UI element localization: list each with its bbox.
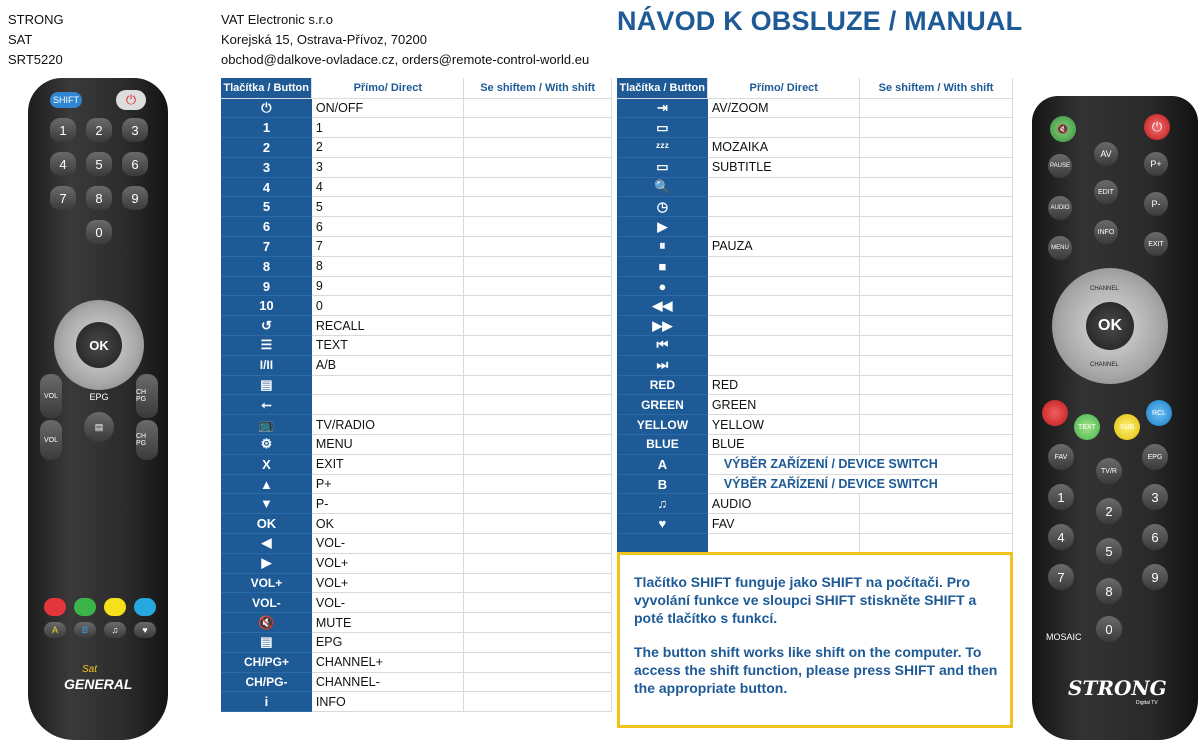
button-cell: 3 bbox=[221, 157, 312, 177]
number-key: 0 bbox=[86, 220, 112, 244]
direct-cell bbox=[312, 375, 464, 395]
table-row bbox=[617, 474, 1013, 494]
direct-cell: P+ bbox=[312, 474, 464, 494]
button-cell: ↺ bbox=[221, 316, 312, 336]
table-row bbox=[617, 256, 1013, 276]
table-row bbox=[221, 534, 612, 554]
p-minus-key: P- bbox=[1144, 192, 1168, 216]
shift-cell bbox=[464, 98, 612, 118]
direct-cell: TEXT bbox=[312, 336, 464, 356]
direct-cell: A/B bbox=[312, 355, 464, 375]
epg-label: EPG bbox=[89, 392, 109, 402]
shift-cell bbox=[464, 197, 612, 217]
table-row bbox=[221, 692, 612, 712]
button-cell: ᶻᶻᶻ bbox=[617, 138, 708, 158]
direct-cell: EXIT bbox=[312, 454, 464, 474]
button-cell: ⏻ bbox=[221, 98, 312, 118]
model-label: SRT5220 bbox=[8, 52, 63, 67]
direct-cell: AUDIO bbox=[708, 494, 860, 514]
shift-cell bbox=[464, 276, 612, 296]
button-cell: ⭠ bbox=[221, 395, 312, 415]
table-row bbox=[221, 177, 612, 197]
power-key-icon: ⏻ bbox=[1144, 114, 1170, 140]
table-row bbox=[221, 336, 612, 356]
power-key-icon: ⏻ bbox=[116, 90, 146, 110]
direct-cell bbox=[708, 355, 860, 375]
table-row bbox=[221, 157, 612, 177]
table-row bbox=[221, 474, 612, 494]
col-header-button: Tlačítka / Button bbox=[221, 78, 312, 98]
button-cell: ◀◀ bbox=[617, 296, 708, 316]
fav-key-icon: ♥ bbox=[134, 622, 156, 638]
button-cell: GREEN bbox=[617, 395, 708, 415]
shift-cell bbox=[464, 336, 612, 356]
tvr-key: TV/R bbox=[1096, 458, 1122, 484]
shift-cell bbox=[464, 355, 612, 375]
button-cell: ▤ bbox=[221, 375, 312, 395]
shift-cell bbox=[860, 138, 1013, 158]
shift-cell bbox=[464, 177, 612, 197]
direct-cell: MOZAIKA bbox=[708, 138, 860, 158]
shift-cell bbox=[860, 197, 1013, 217]
direct-cell: 2 bbox=[312, 138, 464, 158]
blue-key bbox=[134, 598, 156, 616]
table-row bbox=[617, 276, 1013, 296]
number-key: 6 bbox=[122, 152, 148, 176]
company-address: Korejská 15, Ostrava-Přívoz, 70200 bbox=[221, 32, 427, 47]
table-row bbox=[617, 514, 1013, 534]
button-table-right bbox=[617, 78, 1013, 554]
button-cell: 4 bbox=[221, 177, 312, 197]
button-cell: X bbox=[221, 454, 312, 474]
direct-cell: VÝBĚR ZAŘÍZENÍ / DEVICE SWITCH bbox=[708, 474, 1013, 494]
shift-cell bbox=[860, 316, 1013, 336]
ok-key: OK bbox=[1086, 302, 1134, 350]
button-cell: RED bbox=[617, 375, 708, 395]
button-cell: ▶ bbox=[617, 217, 708, 237]
direct-cell: 7 bbox=[312, 237, 464, 257]
shift-cell bbox=[860, 494, 1013, 514]
epg-key: EPG bbox=[1142, 444, 1168, 470]
shift-cell bbox=[464, 553, 612, 573]
p-plus-key: P+ bbox=[1144, 152, 1168, 176]
direct-cell: 0 bbox=[312, 296, 464, 316]
button-cell: VOL+ bbox=[221, 573, 312, 593]
shift-cell bbox=[464, 375, 612, 395]
table-row bbox=[221, 395, 612, 415]
shift-cell bbox=[860, 98, 1013, 118]
table-row bbox=[617, 157, 1013, 177]
direct-cell: BLUE bbox=[708, 435, 860, 455]
table-row bbox=[221, 435, 612, 455]
button-cell: ◀ bbox=[221, 534, 312, 554]
shift-cell bbox=[860, 336, 1013, 356]
number-key: 5 bbox=[86, 152, 112, 176]
shift-cell bbox=[860, 118, 1013, 138]
button-cell: ⏮ bbox=[617, 336, 708, 356]
shift-note-cz: Tlačítko SHIFT funguje jako SHIFT na počítači. Pro vyvolání funkce ve sloupci SHIFT stiskněte SHIFT a poté tlačítko s funkcí. bbox=[634, 574, 977, 626]
table-row bbox=[221, 217, 612, 237]
direct-cell bbox=[708, 177, 860, 197]
table-row bbox=[617, 98, 1013, 118]
shift-cell bbox=[860, 415, 1013, 435]
shift-cell bbox=[860, 375, 1013, 395]
ok-key: OK bbox=[76, 322, 122, 368]
shift-cell bbox=[464, 534, 612, 554]
shift-cell bbox=[464, 652, 612, 672]
button-cell: VOL- bbox=[221, 593, 312, 613]
fav-key: FAV bbox=[1048, 444, 1074, 470]
col-header-direct: Přímo/ Direct bbox=[312, 78, 464, 98]
number-key: 0 bbox=[1096, 616, 1122, 642]
button-cell: B bbox=[617, 474, 708, 494]
green-key bbox=[74, 598, 96, 616]
table-row bbox=[617, 355, 1013, 375]
shift-cell bbox=[860, 157, 1013, 177]
table-row bbox=[617, 138, 1013, 158]
table-row bbox=[221, 454, 612, 474]
direct-cell: SUBTITLE bbox=[708, 157, 860, 177]
table-row bbox=[221, 237, 612, 257]
device-info bbox=[8, 10, 64, 70]
table-row bbox=[617, 296, 1013, 316]
table-row bbox=[617, 395, 1013, 415]
button-cell: OK bbox=[221, 514, 312, 534]
info-key: INFO bbox=[1094, 220, 1118, 244]
type-label: SAT bbox=[8, 32, 33, 47]
shift-cell bbox=[860, 534, 1013, 554]
button-cell: ▭ bbox=[617, 157, 708, 177]
button-cell: ⇥ bbox=[617, 98, 708, 118]
table-row bbox=[221, 652, 612, 672]
button-table-left bbox=[221, 78, 612, 712]
button-cell: ▶▶ bbox=[617, 316, 708, 336]
company-name: VAT Electronic s.r.o bbox=[221, 12, 333, 27]
shift-cell bbox=[464, 415, 612, 435]
table-row bbox=[221, 593, 612, 613]
number-key: 2 bbox=[1096, 498, 1122, 524]
text-key: TEXT bbox=[1074, 414, 1100, 440]
direct-cell bbox=[708, 256, 860, 276]
direct-cell: EPG bbox=[312, 633, 464, 653]
table-row bbox=[221, 118, 612, 138]
channel-label-bottom: CHANNEL bbox=[1090, 362, 1119, 368]
number-key: 5 bbox=[1096, 538, 1122, 564]
direct-cell bbox=[708, 336, 860, 356]
direct-cell: OK bbox=[312, 514, 464, 534]
table-row bbox=[221, 375, 612, 395]
number-key: 3 bbox=[122, 118, 148, 142]
button-cell bbox=[617, 534, 708, 554]
table-row bbox=[221, 672, 612, 692]
direct-cell: RECALL bbox=[312, 316, 464, 336]
number-key: 6 bbox=[1142, 524, 1168, 550]
shift-key: SHIFT bbox=[50, 92, 82, 108]
direct-cell: RED bbox=[708, 375, 860, 395]
ch-plus-key: CH PG bbox=[136, 374, 158, 418]
direct-cell bbox=[708, 217, 860, 237]
number-key: 7 bbox=[50, 186, 76, 210]
shift-cell bbox=[464, 316, 612, 336]
direct-cell: AV/ZOOM bbox=[708, 98, 860, 118]
button-cell: A bbox=[617, 454, 708, 474]
table-row bbox=[617, 435, 1013, 455]
direct-cell: CHANNEL+ bbox=[312, 652, 464, 672]
number-key: 8 bbox=[1096, 578, 1122, 604]
button-cell: 1 bbox=[221, 118, 312, 138]
direct-cell: 8 bbox=[312, 256, 464, 276]
direct-cell: VOL+ bbox=[312, 553, 464, 573]
direct-cell bbox=[708, 534, 860, 554]
button-cell: 📺 bbox=[221, 415, 312, 435]
table-row bbox=[221, 415, 612, 435]
direct-cell: CHANNEL- bbox=[312, 672, 464, 692]
shift-cell bbox=[464, 118, 612, 138]
button-cell: BLUE bbox=[617, 435, 708, 455]
direct-cell: TV/RADIO bbox=[312, 415, 464, 435]
button-cell: ⏭ bbox=[617, 355, 708, 375]
table-row bbox=[617, 217, 1013, 237]
direct-cell: 4 bbox=[312, 177, 464, 197]
button-cell: ▭ bbox=[617, 118, 708, 138]
direct-cell: VOL- bbox=[312, 593, 464, 613]
table-row bbox=[221, 553, 612, 573]
table-row bbox=[617, 534, 1013, 554]
mosaic-label: MOSAIC bbox=[1046, 632, 1082, 642]
direct-cell bbox=[312, 395, 464, 415]
direct-cell bbox=[708, 197, 860, 217]
button-cell: 9 bbox=[221, 276, 312, 296]
number-key: 2 bbox=[86, 118, 112, 142]
table-row bbox=[221, 613, 612, 633]
av-key: AV bbox=[1094, 142, 1118, 166]
button-cell: ▲ bbox=[221, 474, 312, 494]
direct-cell: VOL+ bbox=[312, 573, 464, 593]
red-key bbox=[44, 598, 66, 616]
b-key: B bbox=[74, 622, 96, 638]
number-key: 1 bbox=[50, 118, 76, 142]
table-row bbox=[221, 514, 612, 534]
audio-key-icon: ♫ bbox=[104, 622, 126, 638]
pause-key: PAUSE bbox=[1048, 154, 1072, 178]
direct-cell bbox=[708, 296, 860, 316]
button-cell: 6 bbox=[221, 217, 312, 237]
direct-cell: 5 bbox=[312, 197, 464, 217]
table-row bbox=[221, 316, 612, 336]
shift-cell bbox=[464, 217, 612, 237]
shift-cell bbox=[860, 296, 1013, 316]
direct-cell: YELLOW bbox=[708, 415, 860, 435]
shift-cell bbox=[464, 633, 612, 653]
menu-key: MENU bbox=[1048, 236, 1072, 260]
table-row bbox=[617, 415, 1013, 435]
a-key: A bbox=[44, 622, 66, 638]
button-cell: ■ bbox=[617, 256, 708, 276]
button-cell: YELLOW bbox=[617, 415, 708, 435]
direct-cell: MUTE bbox=[312, 613, 464, 633]
button-cell: I/II bbox=[221, 355, 312, 375]
button-cell: ● bbox=[617, 276, 708, 296]
direct-cell: FAV bbox=[708, 514, 860, 534]
rcl-key: RCL bbox=[1146, 400, 1172, 426]
shift-cell bbox=[464, 474, 612, 494]
direct-cell: ON/OFF bbox=[312, 98, 464, 118]
direct-cell: 1 bbox=[312, 118, 464, 138]
shift-cell bbox=[860, 217, 1013, 237]
direct-cell: INFO bbox=[312, 692, 464, 712]
shift-cell bbox=[464, 454, 612, 474]
button-cell: ☰ bbox=[221, 336, 312, 356]
table-row bbox=[617, 316, 1013, 336]
company-info bbox=[221, 10, 589, 70]
shift-cell bbox=[860, 237, 1013, 257]
table-row bbox=[221, 633, 612, 653]
audio-key: AUDIO bbox=[1048, 196, 1072, 220]
direct-cell: P- bbox=[312, 494, 464, 514]
brand-sub-label: Digital TV bbox=[1136, 700, 1158, 706]
direct-cell: VOL- bbox=[312, 534, 464, 554]
table-row bbox=[221, 355, 612, 375]
shift-cell bbox=[860, 276, 1013, 296]
shift-cell bbox=[464, 395, 612, 415]
shift-cell bbox=[464, 573, 612, 593]
number-key: 4 bbox=[1048, 524, 1074, 550]
shift-cell bbox=[464, 613, 612, 633]
col-header-button: Tlačítka / Button bbox=[617, 78, 708, 98]
number-key: 9 bbox=[1142, 564, 1168, 590]
direct-cell bbox=[708, 316, 860, 336]
shift-cell bbox=[464, 435, 612, 455]
button-cell: ⏸ bbox=[617, 237, 708, 257]
button-cell: ♥ bbox=[617, 514, 708, 534]
number-key: 4 bbox=[50, 152, 76, 176]
shift-cell bbox=[464, 692, 612, 712]
number-key: 9 bbox=[122, 186, 148, 210]
col-header-direct: Přímo/ Direct bbox=[708, 78, 860, 98]
number-key: 1 bbox=[1048, 484, 1074, 510]
table-row bbox=[221, 494, 612, 514]
vol-plus-key: VOL bbox=[40, 374, 62, 418]
shift-cell bbox=[860, 355, 1013, 375]
table-row bbox=[617, 494, 1013, 514]
table-row bbox=[617, 177, 1013, 197]
table-row bbox=[617, 237, 1013, 257]
table-row bbox=[221, 197, 612, 217]
shift-cell bbox=[860, 256, 1013, 276]
table-row bbox=[617, 454, 1013, 474]
button-cell: 2 bbox=[221, 138, 312, 158]
red-key bbox=[1042, 400, 1068, 426]
number-key: 8 bbox=[86, 186, 112, 210]
button-cell: CH/PG+ bbox=[221, 652, 312, 672]
sub-key: SUB bbox=[1114, 414, 1140, 440]
shift-cell bbox=[464, 672, 612, 692]
direct-cell: MENU bbox=[312, 435, 464, 455]
brand-general-logo: GENERAL bbox=[64, 676, 133, 692]
brand-sat-label: Sat bbox=[82, 664, 98, 675]
table-row bbox=[617, 375, 1013, 395]
brand-strong-logo: STRONG bbox=[1068, 676, 1167, 700]
button-cell: i bbox=[221, 692, 312, 712]
button-cell: 10 bbox=[221, 296, 312, 316]
col-header-shift: Se shiftem / With shift bbox=[464, 78, 612, 98]
table-row bbox=[221, 296, 612, 316]
table-row bbox=[221, 256, 612, 276]
col-header-shift: Se shiftem / With shift bbox=[860, 78, 1013, 98]
exit-key: EXIT bbox=[1144, 232, 1168, 256]
shift-cell bbox=[464, 593, 612, 613]
shift-cell bbox=[464, 157, 612, 177]
table-row bbox=[221, 276, 612, 296]
remote-image-strong bbox=[1032, 96, 1198, 740]
company-emails[interactable]: obchod@dalkove-ovladace.cz, orders@remote-control-world.eu bbox=[221, 52, 590, 67]
channel-label-top: CHANNEL bbox=[1090, 286, 1119, 292]
button-cell: ▤ bbox=[221, 633, 312, 653]
edit-key: EDIT bbox=[1094, 180, 1118, 204]
shift-cell bbox=[860, 177, 1013, 197]
shift-cell bbox=[860, 395, 1013, 415]
shift-cell bbox=[464, 256, 612, 276]
direct-cell bbox=[708, 276, 860, 296]
shift-note-box bbox=[617, 552, 1013, 728]
remote-image-general bbox=[28, 78, 168, 740]
direct-cell: VÝBĚR ZAŘÍZENÍ / DEVICE SWITCH bbox=[708, 454, 1013, 474]
shift-cell bbox=[464, 296, 612, 316]
button-cell: ◷ bbox=[617, 197, 708, 217]
brand-label: STRONG bbox=[8, 12, 64, 27]
direct-cell bbox=[708, 118, 860, 138]
shift-cell bbox=[464, 514, 612, 534]
shift-cell bbox=[860, 514, 1013, 534]
button-cell: 5 bbox=[221, 197, 312, 217]
page-title: NÁVOD K OBSLUZE / MANUAL bbox=[617, 6, 1023, 36]
button-cell: 🔍 bbox=[617, 177, 708, 197]
direct-cell: GREEN bbox=[708, 395, 860, 415]
yellow-key bbox=[104, 598, 126, 616]
table-row bbox=[617, 118, 1013, 138]
table-row bbox=[617, 336, 1013, 356]
direct-cell: 3 bbox=[312, 157, 464, 177]
button-cell: CH/PG- bbox=[221, 672, 312, 692]
button-cell: ⚙ bbox=[221, 435, 312, 455]
button-cell: 🔇 bbox=[221, 613, 312, 633]
direct-cell: 6 bbox=[312, 217, 464, 237]
shift-cell bbox=[464, 494, 612, 514]
shift-cell bbox=[860, 435, 1013, 455]
ch-minus-key: CH PG bbox=[136, 420, 158, 460]
table-row bbox=[617, 197, 1013, 217]
number-key: 7 bbox=[1048, 564, 1074, 590]
direct-cell: 9 bbox=[312, 276, 464, 296]
button-cell: 7 bbox=[221, 237, 312, 257]
shift-cell bbox=[464, 138, 612, 158]
button-cell: ♫ bbox=[617, 494, 708, 514]
shift-note-en: The button shift works like shift on the computer. To access the shift function, please press SHIFT and then the appropriate button. bbox=[634, 644, 998, 696]
mute-key-icon: 🔇 bbox=[1050, 116, 1076, 142]
direct-cell: PAUZA bbox=[708, 237, 860, 257]
button-cell: ▼ bbox=[221, 494, 312, 514]
vol-minus-key: VOL bbox=[40, 420, 62, 460]
table-row bbox=[221, 573, 612, 593]
epg-key-icon: ▤ bbox=[84, 412, 114, 442]
table-row bbox=[221, 98, 612, 118]
number-key: 3 bbox=[1142, 484, 1168, 510]
table-row bbox=[221, 138, 612, 158]
shift-cell bbox=[464, 237, 612, 257]
button-cell: 8 bbox=[221, 256, 312, 276]
button-cell: ▶ bbox=[221, 553, 312, 573]
